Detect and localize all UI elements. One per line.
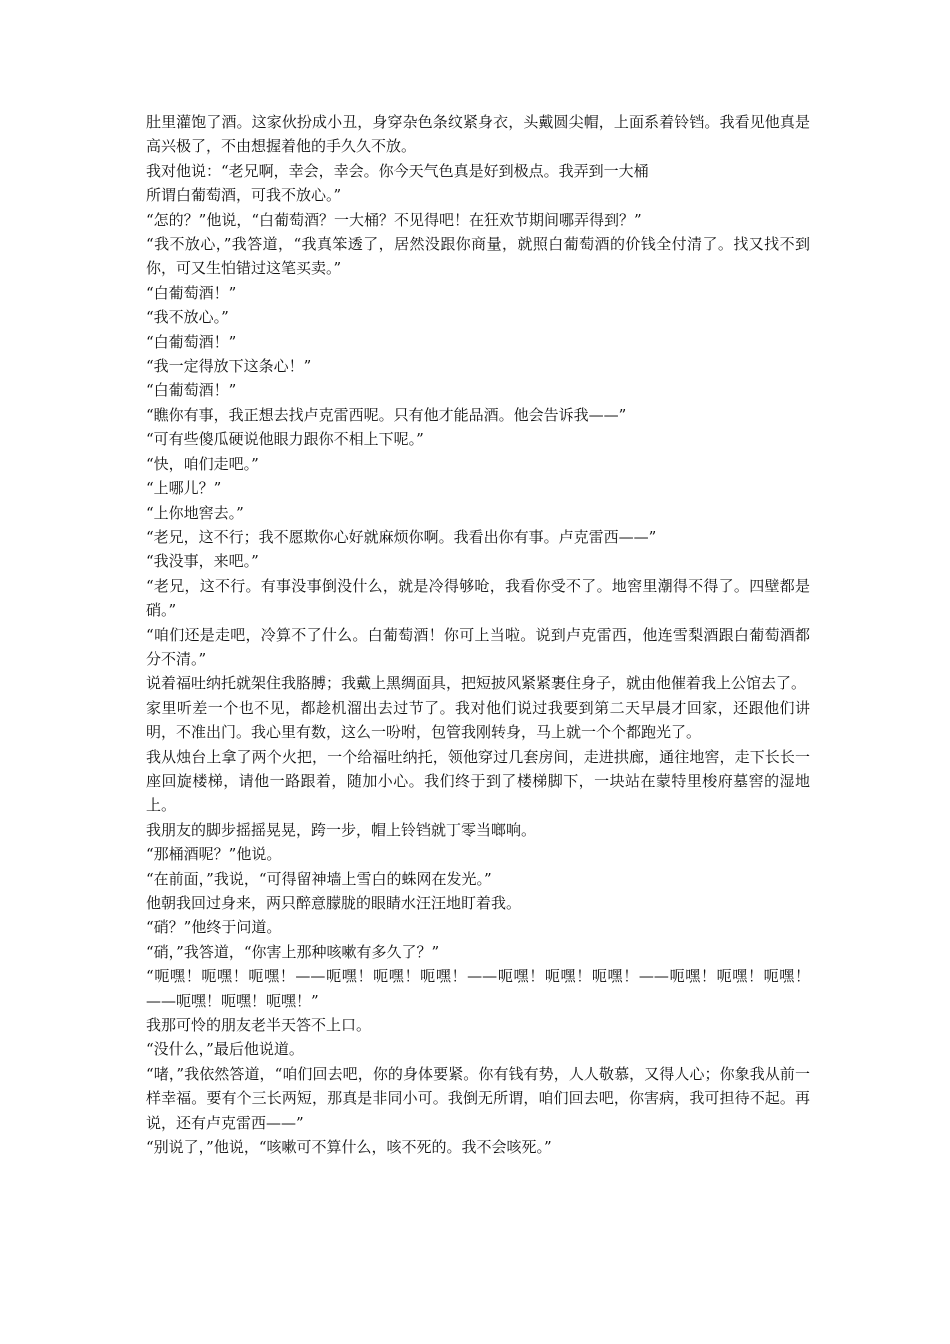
paragraph: “咱们还是走吧，冷算不了什么。白葡萄酒！你可上当啦。说到卢克雷西，他连雪梨酒跟白葡萄酒都分不清。”	[146, 625, 810, 668]
paragraph: 我对他说：“老兄啊，幸会，幸会。你今天气色真是好到极点。我弄到一大桶	[146, 161, 649, 180]
paragraph: 我朋友的脚步摇摇晃晃，跨一步，帽上铃铛就丁零当啷响。	[146, 820, 537, 839]
paragraph: 家里听差一个也不见，都趁机溜出去过节了。我对他们说过我要到第二天早晨才回家，还跟他们讲明，不准出门。我心里有数，这么一吩咐，包管我刚转身，马上就一个个都跑光了。	[146, 698, 810, 742]
paragraph: “在前面，”我说，“可得留神墙上雪白的蛛网在发光。”	[146, 869, 492, 888]
paragraph: 我那可怜的朋友老半天答不上口。	[146, 1016, 372, 1035]
paragraph: 他朝我回过身来，两只醉意朦胧的眼睛水汪汪地盯着我。	[146, 894, 522, 912]
paragraph: “可有些傻瓜硬说他眼力跟你不相上下呢。”	[146, 430, 424, 449]
paragraph: “硝？”他终于问道。	[146, 918, 282, 937]
document-body	[146, 110, 810, 1159]
paragraph: “我一定得放下这条心！”	[146, 357, 312, 376]
paragraph: “老兄，这不行；我不愿欺你心好就麻烦你啊。我看出你有事。卢克雷西——”	[146, 527, 657, 546]
paragraph: “上你地窖去。”	[146, 503, 244, 522]
paragraph: 说着福吐纳托就架住我胳膊；我戴上黑绸面具，把短披风紧紧裹住身子，就由他催着我上公馆去了。	[146, 674, 807, 693]
paragraph: “我不放心。”	[146, 308, 229, 327]
paragraph: “别说了，”他说，“咳嗽可不算什么，咳不死的。我不会咳死。”	[146, 1138, 552, 1157]
paragraph: “呃嘿！呃嘿！呃嘿！——呃嘿！呃嘿！呃嘿！——呃嘿！呃嘿！呃嘿！——呃嘿！呃嘿！呃嘿！——呃嘿！呃嘿！呃嘿！”	[146, 967, 810, 1010]
paragraph: “白葡萄酒！”	[146, 381, 237, 400]
paragraph: “快，咱们走吧。”	[146, 454, 259, 473]
paragraph: “我不放心，”我答道，“我真笨透了，居然没跟你商量，就照白葡萄酒的价钱全付清了。找又找不到你，可又生怕错过这笔买卖。”	[146, 235, 810, 278]
paragraph: “白葡萄酒！”	[146, 332, 237, 351]
paragraph: “老兄，这不行。有事没事倒没什么，就是冷得够呛，我看你受不了。地窖里潮得不得了。四壁都是硝。”	[146, 576, 810, 620]
paragraph: “硝，”我答道，“你害上那种咳嗽有多久了？”	[146, 942, 440, 961]
paragraph: “瞧你有事，我正想去找卢克雷西呢。只有他才能品酒。他会告诉我——”	[146, 405, 627, 424]
paragraph: “啫，”我依然答道，“咱们回去吧，你的身体要紧。你有钱有势，人人敬慕，又得人心；你象我从前一样幸福。要有个三长两短，那真是非同小可。我倒无所谓，咱们回去吧，你害病，我可担待不起。再说，还有卢克雷西——”	[146, 1064, 810, 1132]
paragraph: 肚里灌饱了酒。这家伙扮成小丑，身穿杂色条纹紧身衣，头戴圆尖帽，上面系着铃铛。我看见他真是高兴极了，不由想握着他的手久久不放。	[146, 113, 810, 156]
paragraph: “怎的？”他说，“白葡萄酒？一大桶？不见得吧！在狂欢节期间哪弄得到？”	[146, 210, 642, 229]
paragraph: “我没事，来吧。”	[146, 552, 259, 571]
paragraph: “没什么，”最后他说道。	[146, 1040, 304, 1059]
paragraph: “那桶酒呢？”他说。	[146, 845, 282, 864]
paragraph: 所谓白葡萄酒，可我不放心。”	[146, 186, 342, 205]
paragraph: “上哪儿？”	[146, 479, 222, 498]
paragraph: “白葡萄酒！”	[146, 283, 237, 302]
paragraph: 我从烛台上拿了两个火把，一个给福吐纳托，领他穿过几套房间，走进拱廊，通往地窖，走下长长一座回旋楼梯，请他一路跟着，随加小心。我们终于到了楼梯脚下，一块站在蒙特里梭府墓窖的湿地上。	[146, 747, 810, 815]
